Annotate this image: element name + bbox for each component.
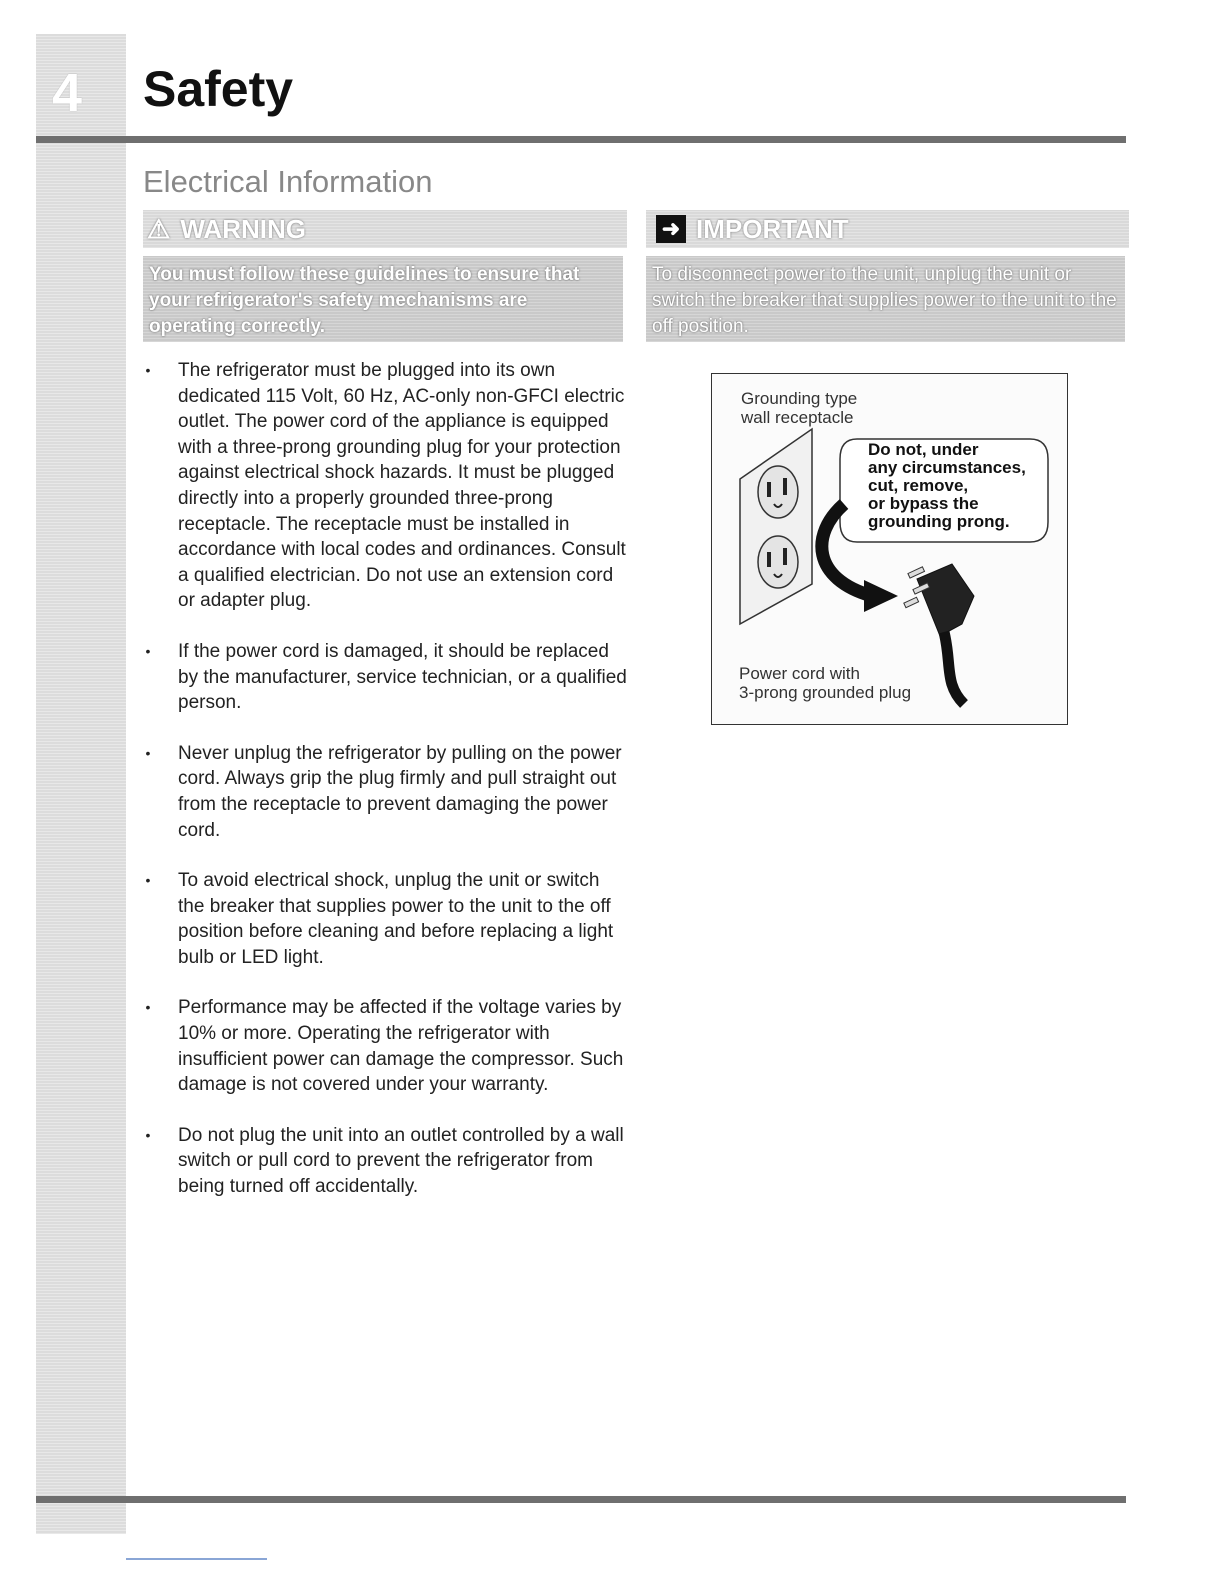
receptacle-label bbox=[741, 389, 941, 427]
header-rule bbox=[36, 136, 1126, 143]
list-item-text: If the power cord is damaged, it should be replaced by the manufacturer, service technician, or a qualified person. bbox=[178, 640, 627, 714]
receptacle-label-line-2: wall receptacle bbox=[741, 408, 854, 427]
bullet-dot: • bbox=[145, 642, 151, 659]
arrow-right-icon: ➜ bbox=[656, 215, 686, 243]
grounding-figure bbox=[711, 373, 1068, 725]
callout-line-2: any circumstances, bbox=[868, 458, 1026, 477]
list-item-text: Do not plug the unit into an outlet controlled by a wall switch or pull cord to prevent the refrigerator from being turned off accidentally. bbox=[178, 1124, 624, 1198]
list-item-text: Never unplug the refrigerator by pulling on the power cord. Always grip the plug firmly and pull straight out from the receptacle to prevent damaging the power cord. bbox=[178, 742, 622, 841]
power-cord-label bbox=[739, 664, 959, 702]
list-item bbox=[143, 868, 628, 970]
callout-line-1: Do not, under bbox=[868, 440, 979, 459]
section-title: Electrical Information bbox=[143, 164, 433, 199]
callout-line-5: grounding prong. bbox=[868, 512, 1010, 531]
chapter-number: 4 bbox=[52, 63, 83, 123]
power-cord-label-line-2: 3-prong grounded plug bbox=[739, 683, 912, 702]
important-header bbox=[646, 210, 1129, 248]
bullet-dot: • bbox=[145, 362, 151, 378]
warning-label: WARNING bbox=[180, 213, 306, 244]
list-item bbox=[143, 358, 628, 614]
important-text: To disconnect power to the unit, unplug the unit or switch the breaker that supplies power to the unit to the off position. bbox=[646, 256, 1125, 342]
list-item bbox=[143, 741, 628, 843]
important-label: IMPORTANT bbox=[696, 213, 849, 244]
footer-underline bbox=[126, 1558, 267, 1560]
side-strip bbox=[36, 34, 126, 1534]
power-cord-label-line-1: Power cord with bbox=[739, 664, 860, 683]
guideline-list bbox=[143, 358, 628, 1225]
warning-header bbox=[143, 210, 627, 248]
page-title: Safety bbox=[143, 61, 294, 117]
callout-line-4: or bypass the bbox=[868, 494, 979, 513]
list-item-text: The refrigerator must be plugged into its own dedicated 115 Volt, 60 Hz, AC-only non-GFCI electric outlet. The power cord of the appliance is equipped with a three-prong grounding plug for your protection against electrical shock hazards. It must be plugged directly into a properly grounded three-prong receptacle. The receptacle must be installed in accordance with local codes and ordinances. Consult a qualified electrician. Do not use an extension cord or adapter plug. bbox=[178, 360, 626, 612]
list-item bbox=[143, 995, 628, 1097]
list-item-text: To avoid electrical shock, unplug the unit or switch the breaker that supplies power to the unit to the off position before cleaning and before replacing a light bulb or LED light. bbox=[178, 870, 614, 968]
list-item bbox=[143, 1123, 628, 1200]
bullet-dot: • bbox=[145, 999, 151, 1016]
grounding-prong-callout bbox=[868, 441, 1058, 531]
bullet-dot: • bbox=[145, 744, 151, 761]
bullet-dot: • bbox=[145, 872, 151, 889]
warning-triangle-icon: ⚠ bbox=[147, 213, 171, 244]
receptacle-label-line-1: Grounding type bbox=[741, 389, 858, 408]
callout-line-3: cut, remove, bbox=[868, 476, 969, 495]
list-item bbox=[143, 639, 628, 716]
warning-text: You must follow these guidelines to ensure that your refrigerator's safety mechanisms are operating correctly. bbox=[143, 256, 623, 342]
bullet-dot: • bbox=[145, 1126, 151, 1143]
list-item-text: Performance may be affected if the voltage varies by 10% or more. Operating the refrigerator with insufficient power can damage the compressor. Such damage is not covered under your warranty. bbox=[178, 997, 624, 1096]
footer-rule bbox=[36, 1496, 1126, 1503]
